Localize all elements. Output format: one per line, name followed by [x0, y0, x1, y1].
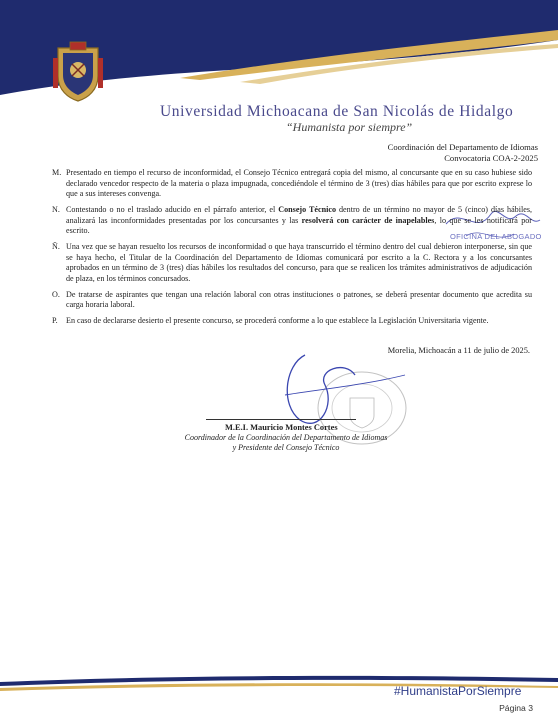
text-segment: , lo que se les notificará por escrito.: [66, 215, 532, 235]
signature-line: [206, 419, 356, 420]
paragraph-label: M.: [52, 168, 62, 177]
paragraph-label: P.: [52, 316, 58, 325]
university-crest-icon: [52, 40, 104, 102]
text-segment: dentro de un término no mayor de 5 (cinco) días hábiles, analizará las inconformidades presentadas por los concursantes y las: [66, 205, 532, 225]
paragraph-o: [52, 290, 532, 311]
document-body: [52, 168, 532, 332]
paragraph-label: N.: [52, 205, 60, 214]
paragraph-text: Presentado en tiempo el recurso de inconformidad, el Consejo Técnico entregará copia del mismo, al concursante que en su caso hubiese sido declarado vencedor respecto de la materia o plaza impugnada, concediéndole el término de 3 (tres) días hábiles para que por escrito exprese lo que a sus intereses convenga.: [66, 168, 532, 198]
university-motto: “Humanista por siempre”: [286, 120, 413, 134]
page-number: Página 3: [499, 703, 533, 713]
paragraph-label: Ñ.: [52, 242, 60, 251]
paragraph-enye: [52, 242, 532, 284]
reference-block: [388, 142, 538, 164]
paragraph-m: [52, 168, 532, 200]
paragraph-n: [52, 205, 532, 237]
bold-segment: resolverá con carácter de inapelables: [301, 215, 435, 225]
signatory-title-line2: y Presidente del Consejo Técnico: [232, 442, 340, 452]
paragraph-text: Una vez que se hayan resuelto los recursos de inconformidad o que haya transcurrido el término dentro del cual debieron interponerse, sin que se haya hecho, el Titular de la Coordinación del Departamento de Idiomas comunicará por escrito a la C. Rectora y a los concursantes aprobados en un término de 3 (tres) días hábiles los resultados del concurso, para que se realicen los trámites administrativos de adjudicación de plaza, en los términos concursados.: [66, 242, 532, 283]
call-line: Convocatoria COA-2-2025: [444, 153, 538, 163]
signatory-title: [180, 433, 392, 452]
paragraph-label: O.: [52, 289, 60, 299]
office-stamp: OFICINA DEL ABOGADO: [450, 232, 542, 241]
paragraph-text: En caso de declararse desierto el presente concurso, se procederá conforme a lo que establece la Legislación Universitaria vigente.: [66, 316, 489, 325]
paragraph-text: [66, 205, 532, 237]
signatory-title-line1: Coordinador de la Coordinación del Departamento de Idiomas: [184, 433, 388, 442]
department-line: Coordinación del Departamento de Idiomas: [387, 142, 538, 152]
footer-hashtag: #HumanistaPorSiempre: [394, 684, 522, 698]
paragraph-text: De tratarse de aspirantes que tengan una relación laboral con otras instituciones o patrones, se deberá presentar documento que acredita su carga horaria laboral.: [66, 289, 532, 309]
bold-segment: Consejo Técnico: [278, 205, 336, 214]
document-date: Morelia, Michoacán a 11 de julio de 2025.: [387, 346, 530, 355]
handwritten-signature: [225, 345, 425, 435]
signatory-name: M.E.I. Mauricio Montes Cortes: [225, 423, 338, 432]
university-name: Universidad Michoacana de San Nicolás de Hidalgo: [160, 103, 514, 120]
paragraph-p: [52, 316, 532, 327]
text-segment: Contestando o no el traslado aducido en el párrafo anterior, el: [66, 205, 279, 214]
